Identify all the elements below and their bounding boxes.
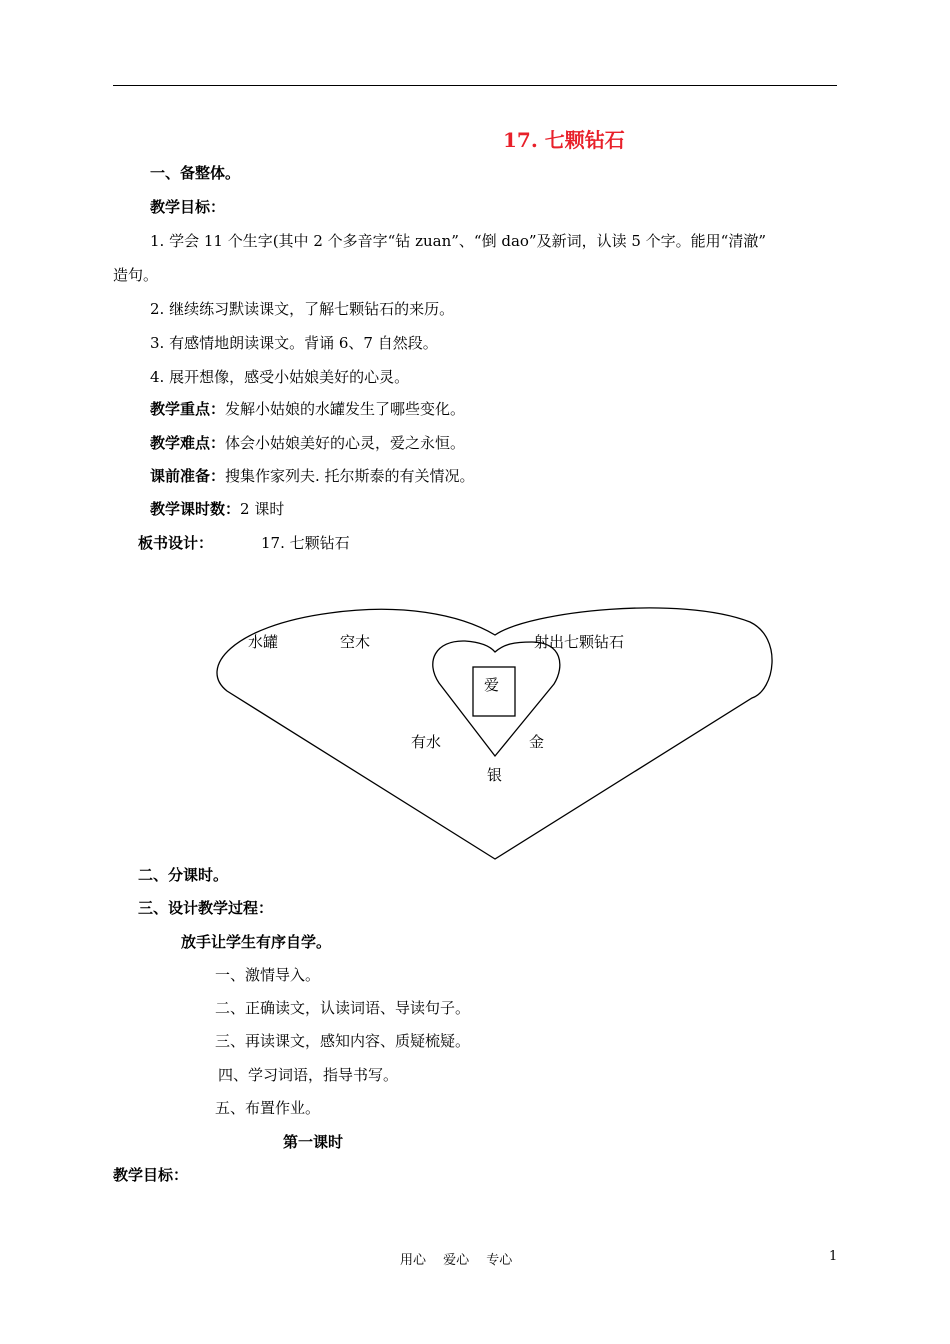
goal-1-continued: 造句。 [113, 266, 159, 284]
goal-1: 1. 学会 11 个生字(其中 2 个多音字“钻 zuan”、“倒 dao”及新词，认读 5 个字。能用“清澈” [150, 232, 767, 250]
lesson-1-goals-label: 教学目标： [113, 1166, 189, 1184]
preparation [150, 465, 475, 487]
label-has-water: 有水 [411, 733, 442, 751]
label-love: 爱 [484, 676, 500, 694]
board-design-label: 板书设计： [138, 534, 214, 552]
header-rule [113, 85, 837, 86]
class-hours [150, 498, 284, 520]
difficulty-label: 教学难点： [150, 434, 226, 452]
goal-2: 2. 继续练习默读课文，了解七颗钻石的来历。 [150, 300, 455, 318]
preparation-text: 搜集作家列夫. 托尔斯泰的有关情况。 [225, 467, 475, 485]
step-2: 二、正确读文，认读词语、导读句子。 [215, 999, 471, 1017]
goal-4: 4. 展开想像，感受小姑娘美好的心灵。 [150, 368, 410, 386]
label-water-jar: 水罐 [248, 633, 279, 651]
key-point [150, 398, 465, 420]
label-silver: 银 [487, 766, 503, 784]
outer-heart-shape [217, 608, 772, 859]
board-heart-diagram [210, 600, 780, 865]
key-point-text: 发解小姑娘的水罐发生了哪些变化。 [225, 400, 466, 418]
page-number: 1 [829, 1249, 838, 1264]
step-5: 五、布置作业。 [215, 1099, 321, 1117]
class-hours-label: 教学课时数： [150, 500, 241, 518]
step-3: 三、再读课文，感知内容、质疑梳疑。 [215, 1032, 471, 1050]
label-empty-wood: 空木 [340, 633, 371, 651]
key-point-label: 教学重点： [150, 400, 226, 418]
board-design [138, 532, 350, 554]
goals-label: 教学目标： [150, 198, 226, 216]
label-gold: 金 [529, 733, 545, 751]
page-title: 17. 七颗钻石 [503, 128, 625, 152]
step-1: 一、激情导入。 [215, 966, 321, 984]
section3-subheading: 放手让学生有序自学。 [181, 933, 332, 951]
step-4: 四、学习词语，指导书写。 [218, 1066, 399, 1084]
difficulty-point [150, 432, 465, 454]
lesson-1-heading: 第一课时 [283, 1133, 344, 1151]
label-seven-diamonds: 射出七颗钻石 [534, 633, 625, 651]
difficulty-text: 体会小姑娘美好的心灵，爱之永恒。 [225, 434, 466, 452]
footer-motto: 用心 爱心 专心 [400, 1253, 513, 1268]
section3-heading: 三、设计教学过程： [138, 899, 274, 917]
section2-heading: 二、分课时。 [138, 866, 229, 884]
section1-heading: 一、备整体。 [150, 164, 241, 182]
preparation-label: 课前准备： [150, 467, 226, 485]
goal-3: 3. 有感情地朗读课文。背诵 6、7 自然段。 [150, 334, 438, 352]
board-design-title: 17. 七颗钻石 [261, 534, 350, 552]
class-hours-text: 2 课时 [240, 500, 285, 518]
